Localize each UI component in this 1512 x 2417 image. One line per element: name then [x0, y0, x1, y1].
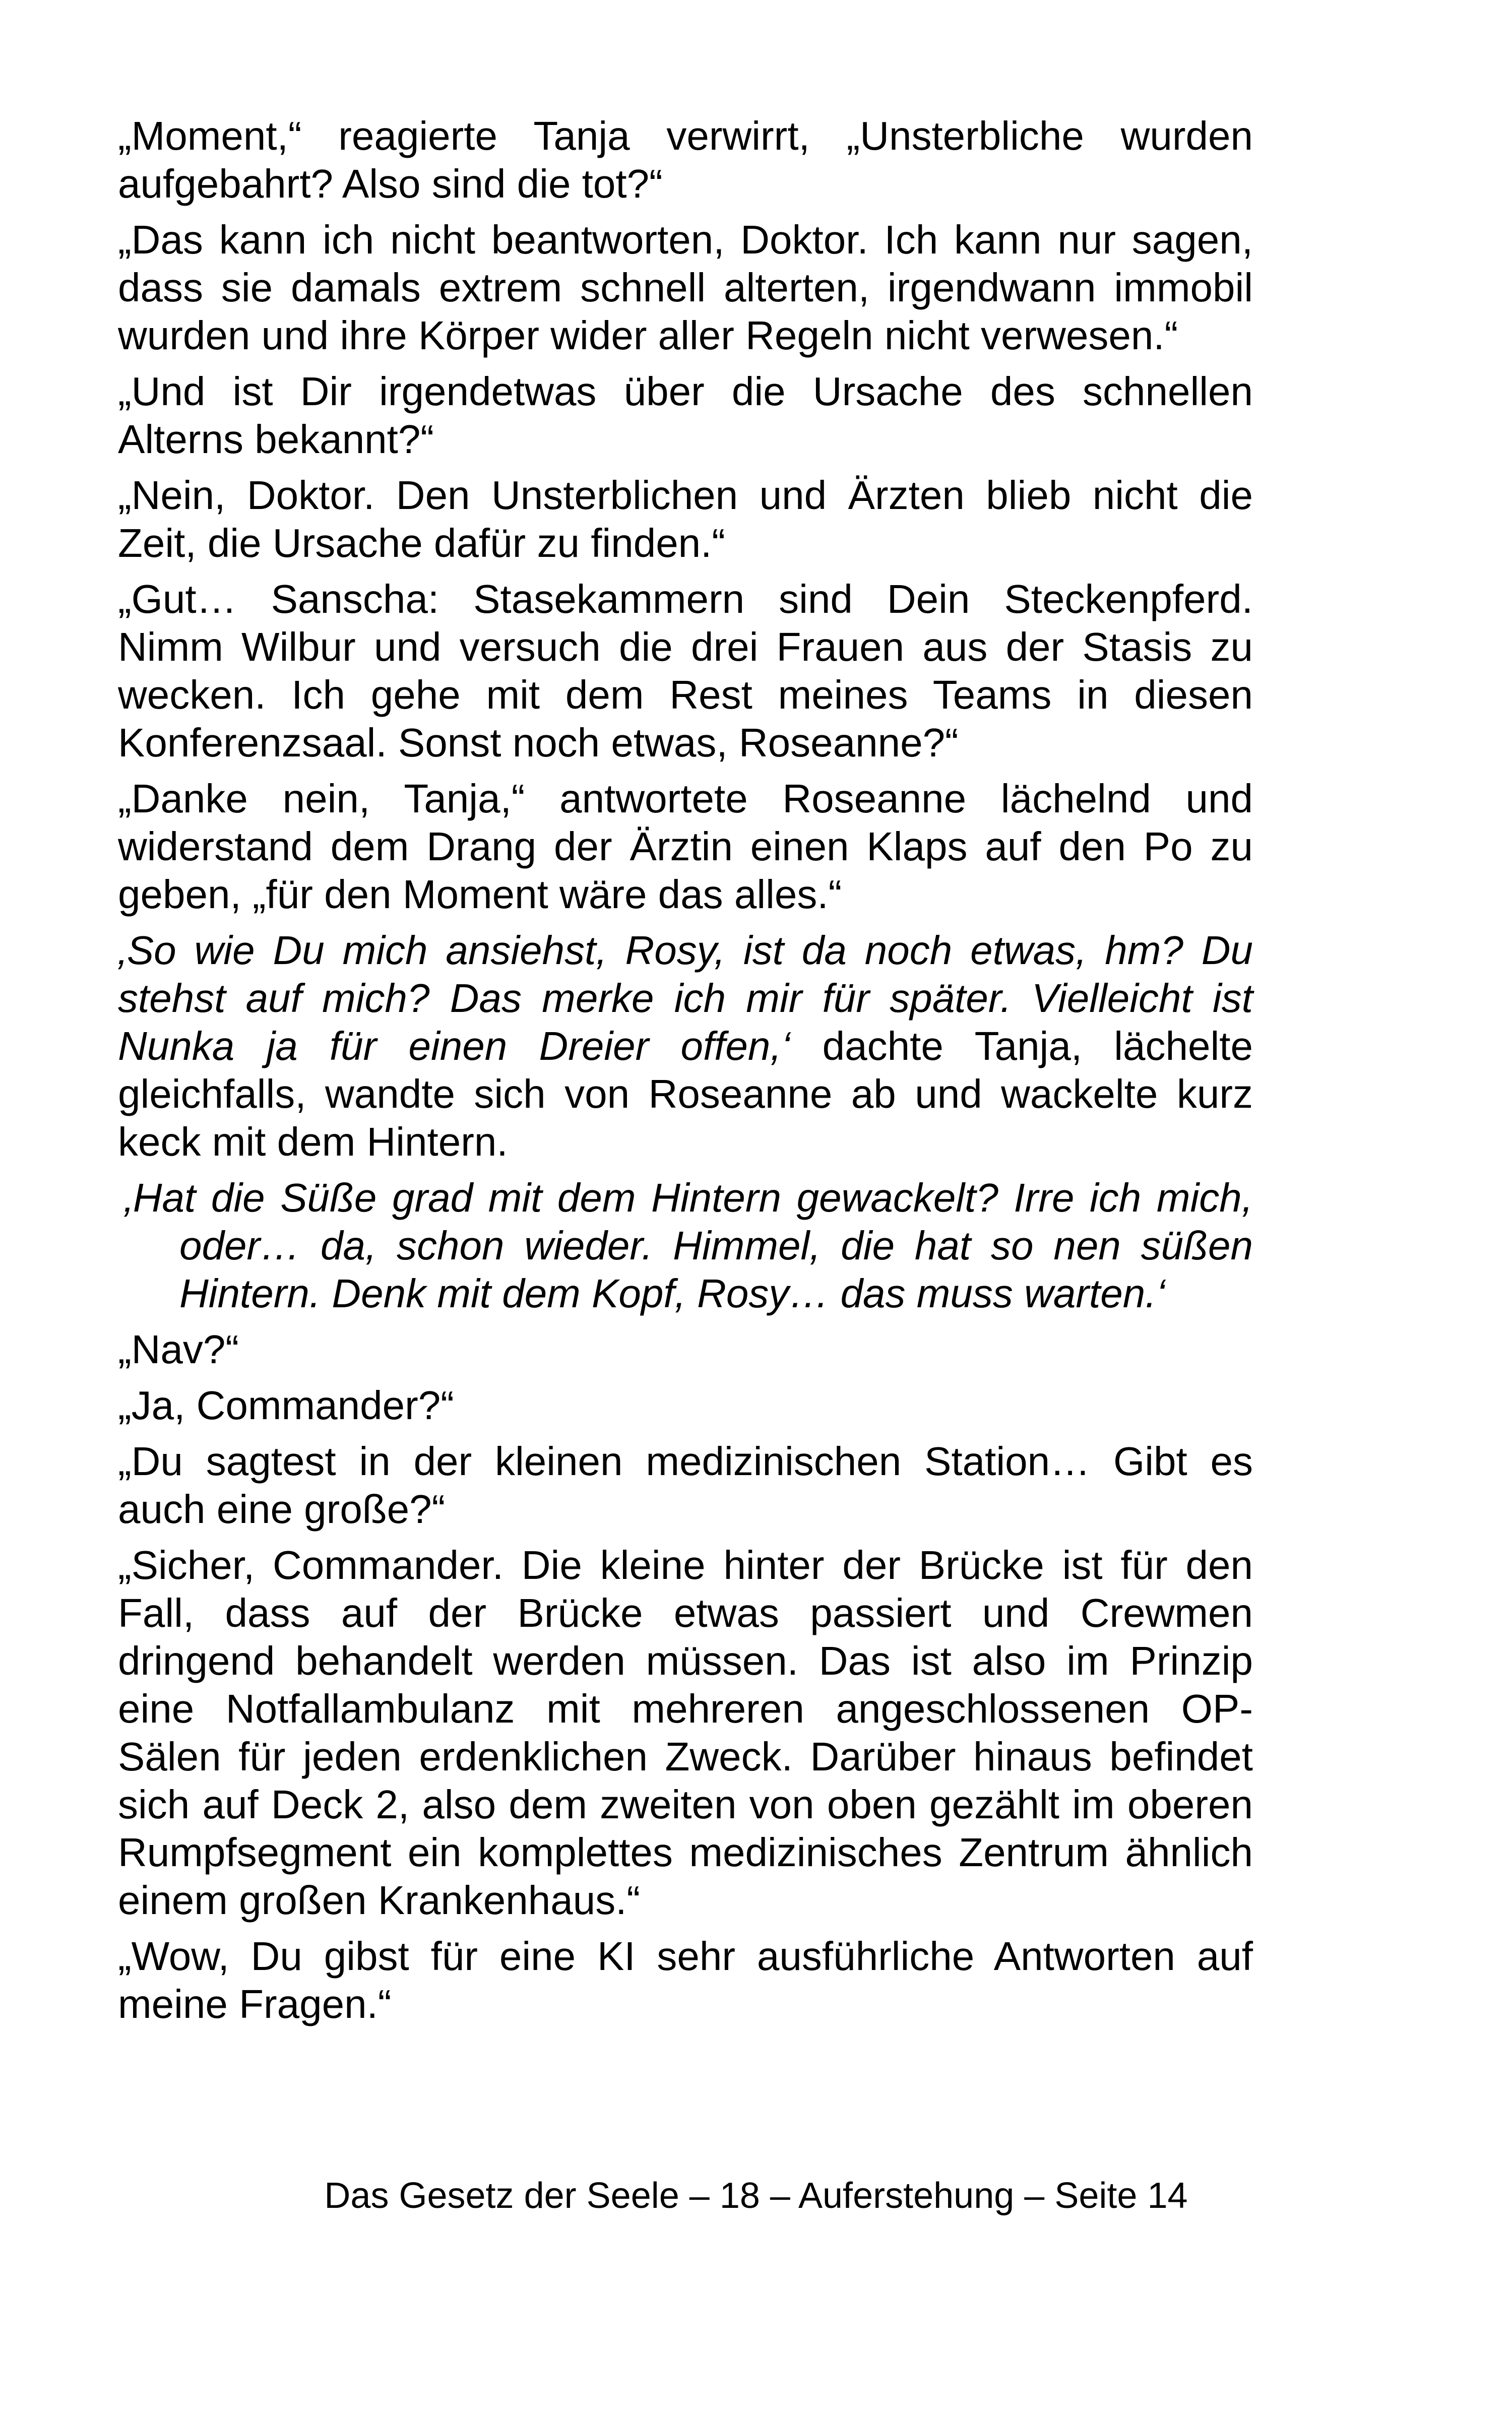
paragraph-text: „Nein, Doktor. Den Unsterblichen und Ärzten blieb nicht die Zeit, die Ursache dafür zu finden.“	[118, 473, 1253, 565]
paragraph-3	[118, 367, 1253, 463]
thought-text: ‚So wie Du mich ansiehst, Rosy, ist da noch etwas, hm? Du stehst auf mich? Das merke ich mir für später. Vielleicht ist Nunka ja für einen Dreier offen,‘	[118, 928, 1253, 1068]
paragraph-text: „Du sagtest in der kleinen medizinischen Station… Gibt es auch eine große?“	[118, 1439, 1253, 1532]
paragraph-1	[118, 112, 1253, 208]
paragraph-text: „Wow, Du gibst für eine KI sehr ausführliche Antworten auf meine Fragen.“	[118, 1934, 1253, 2026]
paragraph-10	[118, 1381, 1253, 1429]
paragraph-2	[118, 216, 1253, 359]
paragraph-text: „Moment,“ reagierte Tanja verwirrt, „Unsterbliche wurden aufgebahrt? Also sind die tot?“	[118, 113, 1253, 206]
paragraph-6	[118, 775, 1253, 918]
paragraph-text: „Sicher, Commander. Die kleine hinter der Brücke ist für den Fall, dass auf der Brücke etwas passiert und Crewmen dringend behandelt werden müssen. Das ist also im Prinzip eine Notfallambulanz mit mehreren angeschlossenen OP-Sälen für jeden erdenklichen Zweck. Darüber hinaus befindet sich auf Deck 2, also dem zweiten von oben gezählt im oberen Rumpfsegment ein komplettes medizinisches Zentrum ähnlich einem großen Krankenhaus.“	[118, 1543, 1253, 1923]
paragraph-text: „Und ist Dir irgendetwas über die Ursache des schnellen Alterns bekannt?“	[118, 369, 1253, 462]
paragraph-5	[118, 575, 1253, 767]
paragraph-8	[118, 1174, 1253, 1317]
paragraph-text: „Das kann ich nicht beantworten, Doktor. Ich kann nur sagen, dass sie damals extrem schnell alterten, irgendwann immobil wurden und ihre Körper wider aller Regeln nicht verwesen.“	[118, 217, 1253, 358]
paragraph-13	[118, 1932, 1253, 2028]
paragraph-text: „Danke nein, Tanja,“ antwortete Roseanne lächelnd und widerstand dem Drang der Ärztin einen Klaps auf den Po zu geben, „für den Moment wäre das alles.“	[118, 776, 1253, 917]
body-text	[118, 112, 1253, 2036]
page-footer: Das Gesetz der Seele – 18 – Auferstehung – Seite 14	[324, 2176, 1188, 2216]
paragraph-text: „Ja, Commander?“	[118, 1383, 454, 1428]
paragraph-text: dachte Tanja, lächelte gleichfalls, wandte sich von Roseanne ab und wackelte kurz keck mit dem Hintern.	[118, 1024, 1253, 1164]
paragraph-text: „Nav?“	[118, 1327, 239, 1372]
paragraph-9	[118, 1325, 1253, 1373]
paragraph-7	[118, 926, 1253, 1166]
paragraph-text: „Gut… Sanscha: Stasekammern sind Dein Steckenpferd. Nimm Wilbur und versuch die drei Frauen aus der Stasis zu wecken. Ich gehe mit dem Rest meines Teams in diesen Konferenzsaal. Sonst noch etwas, Roseanne?“	[118, 577, 1253, 765]
paragraph-11	[118, 1437, 1253, 1533]
thought-text: ‚Hat die Süße grad mit dem Hintern gewackelt? Irre ich mich, oder… da, schon wieder. Himmel, die hat so nen süßen Hintern. Denk mit dem Kopf, Rosy… das muss warten.‘	[124, 1175, 1253, 1316]
paragraph-12	[118, 1541, 1253, 1924]
paragraph-4	[118, 471, 1253, 567]
